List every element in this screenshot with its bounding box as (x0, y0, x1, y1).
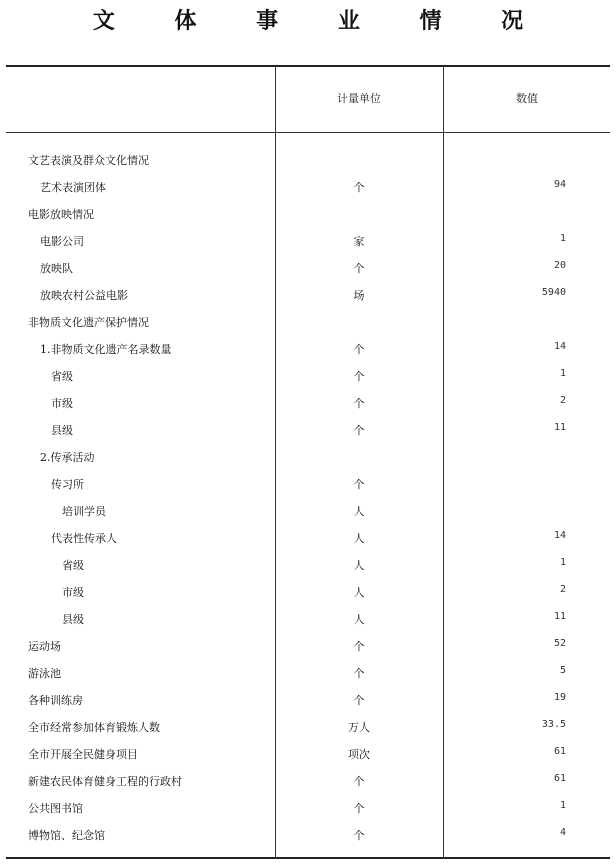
row-label: 文艺表演及群众文化情况 (28, 154, 149, 167)
row-value: 1 (559, 800, 566, 811)
table-row (0, 226, 616, 253)
table-row (0, 280, 616, 307)
row-value: 2 (559, 395, 566, 406)
row-value: 11 (553, 422, 566, 433)
table-row (0, 631, 616, 658)
row-unit: 个 (353, 343, 365, 356)
row-value: 33.5 (541, 719, 566, 730)
row-value: 20 (553, 260, 566, 271)
table-bottom-rule (6, 857, 610, 859)
row-label: 博物馆、纪念馆 (28, 829, 105, 842)
page-title: 文 体 事 业 情 况 (92, 8, 550, 34)
row-label: 省级 (51, 370, 73, 383)
table-top-rule (6, 65, 610, 67)
table-row (0, 739, 616, 766)
row-value: 61 (553, 746, 566, 757)
row-value: 19 (553, 692, 566, 703)
row-label: 1.非物质文化遗产名录数量 (40, 343, 172, 356)
column-header-unit: 计量单位 (337, 92, 381, 105)
table-row (0, 253, 616, 280)
table-row (0, 415, 616, 442)
row-unit: 个 (353, 829, 365, 842)
row-label: 传习所 (51, 478, 84, 491)
table-row (0, 766, 616, 793)
row-label: 各种训练房 (28, 694, 83, 707)
row-label: 艺术表演团体 (40, 181, 106, 194)
row-value: 1 (559, 368, 566, 379)
table-header-rule (6, 132, 610, 133)
row-label: 县级 (62, 613, 84, 626)
table-row (0, 523, 616, 550)
table-row (0, 388, 616, 415)
row-label: 市级 (51, 397, 73, 410)
row-unit: 个 (353, 694, 365, 707)
column-header-value: 数值 (516, 92, 538, 105)
row-label: 公共图书馆 (28, 802, 83, 815)
row-value: 52 (553, 638, 566, 649)
row-unit: 人 (353, 532, 365, 545)
table-row (0, 793, 616, 820)
row-label: 非物质文化遗产保护情况 (28, 316, 149, 329)
row-label: 省级 (62, 559, 84, 572)
row-value: 61 (553, 773, 566, 784)
row-label: 市级 (62, 586, 84, 599)
table-row (0, 172, 616, 199)
row-value: 14 (553, 341, 566, 352)
row-value: 5940 (541, 287, 566, 298)
row-value: 4 (559, 827, 566, 838)
row-label: 培训学员 (62, 505, 106, 518)
row-value: 5 (559, 665, 566, 676)
table-row (0, 685, 616, 712)
row-unit: 人 (353, 613, 365, 626)
row-label: 全市经常参加体育锻炼人数 (28, 721, 160, 734)
table-row (0, 577, 616, 604)
table-row (0, 199, 616, 226)
row-unit: 人 (353, 559, 365, 572)
row-unit: 个 (353, 775, 365, 788)
row-label: 全市开展全民健身项目 (28, 748, 138, 761)
table-row (0, 307, 616, 334)
row-value: 2 (559, 584, 566, 595)
row-label: 运动场 (28, 640, 61, 653)
row-label: 县级 (51, 424, 73, 437)
row-unit: 个 (353, 262, 365, 275)
row-unit: 场 (353, 289, 365, 302)
row-unit: 个 (353, 667, 365, 680)
row-unit: 个 (353, 370, 365, 383)
row-unit: 个 (353, 424, 365, 437)
table-body (0, 145, 616, 847)
table-row (0, 550, 616, 577)
row-unit: 个 (353, 640, 365, 653)
row-unit: 个 (353, 397, 365, 410)
row-unit: 个 (353, 181, 365, 194)
table-row (0, 604, 616, 631)
table-row (0, 145, 616, 172)
row-label: 2.传承活动 (40, 451, 95, 464)
row-value: 1 (559, 233, 566, 244)
row-label: 游泳池 (28, 667, 61, 680)
row-unit: 项次 (348, 748, 370, 761)
row-value: 14 (553, 530, 566, 541)
table-row (0, 496, 616, 523)
table-row (0, 820, 616, 847)
row-unit: 个 (353, 802, 365, 815)
row-label: 放映农村公益电影 (40, 289, 128, 302)
row-label: 电影放映情况 (28, 208, 94, 221)
row-label: 代表性传承人 (51, 532, 117, 545)
table-row (0, 361, 616, 388)
row-unit: 人 (353, 505, 365, 518)
row-label: 电影公司 (40, 235, 84, 248)
table-row (0, 334, 616, 361)
table-row (0, 442, 616, 469)
row-label: 放映队 (40, 262, 73, 275)
row-value: 94 (553, 179, 566, 190)
table-row (0, 712, 616, 739)
row-unit: 个 (353, 478, 365, 491)
row-value: 1 (559, 557, 566, 568)
row-unit: 万人 (348, 721, 370, 734)
table-row (0, 469, 616, 496)
row-unit: 家 (353, 235, 365, 248)
row-label: 新建农民体育健身工程的行政村 (28, 775, 182, 788)
table-row (0, 658, 616, 685)
row-unit: 人 (353, 586, 365, 599)
row-value: 11 (553, 611, 566, 622)
